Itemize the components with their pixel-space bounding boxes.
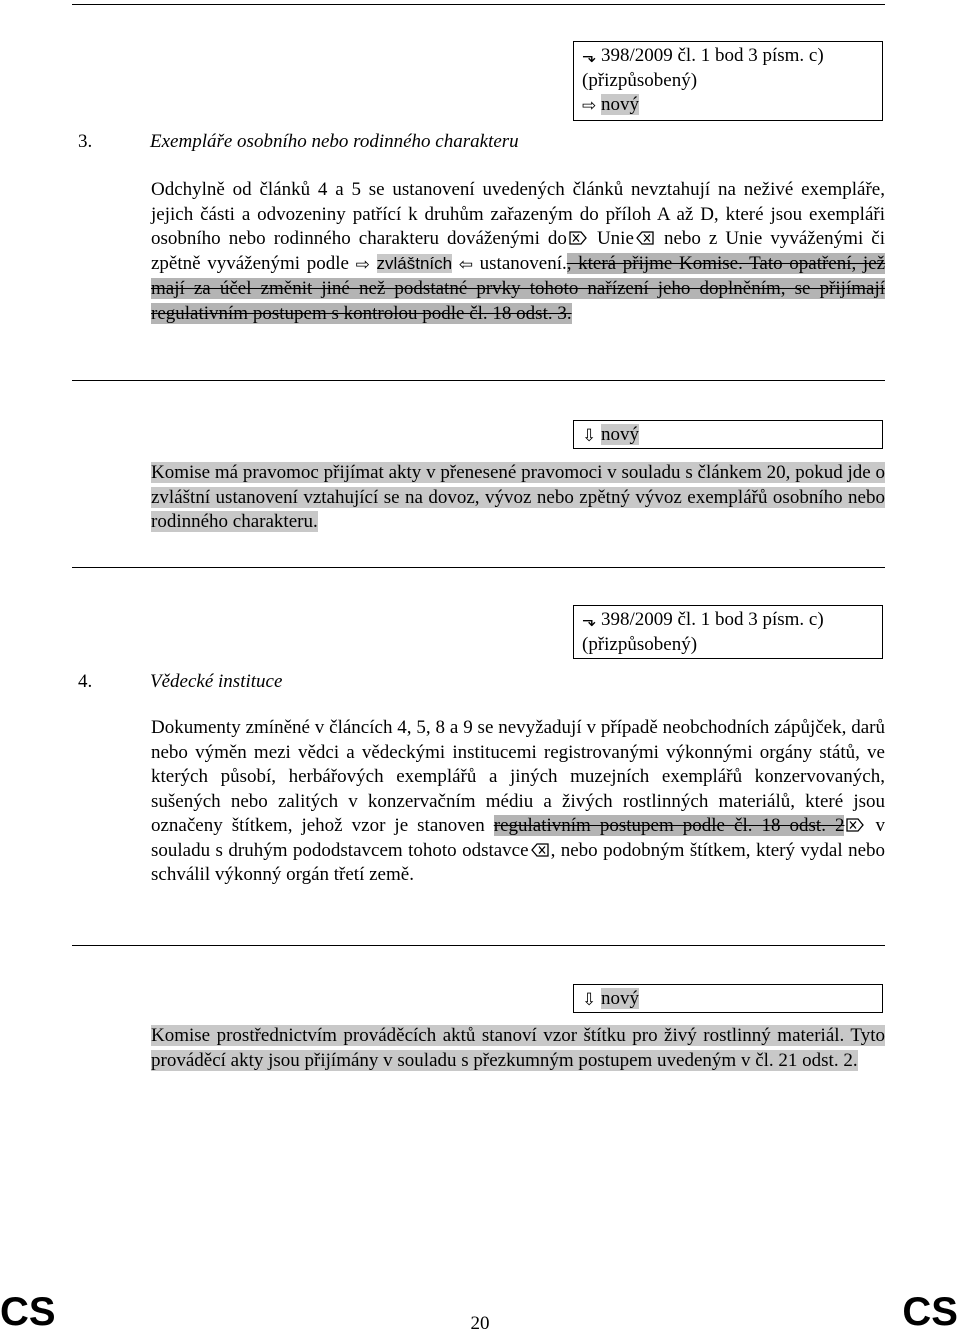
reference-line (582, 608, 882, 633)
status-adapted: (přizpůsobený) (582, 70, 698, 91)
section-rule (72, 945, 885, 946)
page-number: 20 (470, 1313, 490, 1334)
paragraph-delegated-acts: Komise má pravomoc přijímat akty v přenesené pravomoci v souladu s článkem 20, pokud jde o zvláštní ustanovení vztahující se na dovoz, vývoz nebo zpětný vývoz exemplářů osobního nebo rodinného charakteru. (151, 462, 885, 532)
status-new: nový (601, 94, 639, 115)
inserted-text: v souladu s druhým pododstavcem tohoto odstavce (151, 815, 886, 861)
insertion-start-icon (569, 231, 587, 245)
insertion-end-icon (636, 231, 654, 245)
paragraph-implementing-acts: Komise prostřednictvím prováděcích aktů stanoví vzor štítku pro živý rostlinný materiál. Tyto prováděcí akty jsou přijímány v souladu s přezkumným postupem uvedeným v čl. 21 odst. 2. (151, 1025, 885, 1071)
section-title: Exempláře osobního nebo rodinného charakteru (150, 131, 519, 152)
deleted-text: regulativním postupem podle čl. 18 odst. 2 (493, 815, 845, 836)
new-start-arrow-icon: ⇨ (355, 254, 370, 275)
section-title: Vědecké instituce (150, 671, 283, 692)
section-number: 3. (78, 131, 93, 152)
inserted-text: zvláštních (376, 253, 453, 273)
arrow-down-right-bold-icon: ⬎ (582, 47, 597, 67)
status-new-line (582, 987, 882, 1012)
amendment-reference-box-1 (573, 41, 883, 121)
amendment-reference-box-2 (573, 420, 883, 449)
paragraph-scientific-institutions: Dokumenty zmíněné v článcích 4, 5, 8 a 9 se nevyžadují v případě neobchodních zápůjček, darů nebo výměn mezi vědci a vědeckými institucemi registrovanými výkonnými orgány států, ve kterých působí, herbářových exemplářů a jiných muzejních exemplářů konzervovaných, sušených nebo zalitých v konzervačním médiu a živých rostlinných materiálů, které jsou označeny štítkem, jehož vzor je stanoven regulativním postupem podle čl. 18 odst. 2 v souladu s druhým pododstavcem tohoto odstavce , nebo podobným štítkem, který vydal nebo schválil výkonný orgán třetí země. (151, 717, 886, 885)
status-new: nový (601, 988, 639, 1009)
paragraph-exemption-personal: Odchylně od článků 4 a 5 se ustanovení uvedených článků nevztahují na neživé exempláře, jejich části a odvozeniny patřící k druhům zařazeným do příloh A až D, které jsou exempláři osobního nebo rodinného charakteru dováženými do Unie nebo z Unie vyváženými či zpětně vyváženými podle ⇨ zvláštních ⇦ ustanovení., která přijme Komise. Tato opatření, jež mají za účel změnit jiné než podstatné prvky tohoto nařízení jeho doplněním, se přijímají regulativním postupem s kontrolou podle čl. 18 odst. 3. (151, 179, 886, 324)
new-end-arrow-icon: ⇦ (458, 254, 473, 275)
footer-language-right: CS (902, 1290, 958, 1334)
insertion-end-icon (531, 843, 549, 857)
footer-language-left: CS (0, 1290, 56, 1334)
section-rule (72, 380, 885, 381)
status-new-line (582, 423, 882, 448)
status-new-line (582, 93, 882, 118)
deleted-text: , která přijme Komise. Tato opatření, jež mají za účel změnit jiné než podstatné prvky tohoto nařízení jeho doplněním, se přijímají regulativním postupem s kontrolou podle čl. 18 odst. 3. (151, 252, 886, 324)
section-rule (72, 567, 885, 568)
arrow-down-outline-icon: ⇩ (582, 426, 597, 446)
reference-line (582, 44, 882, 69)
status-new: nový (601, 424, 639, 445)
section-number: 4. (78, 671, 93, 692)
arrow-right-outline-icon: ⇨ (582, 96, 597, 116)
reference-label: 398/2009 čl. 1 bod 3 písm. c) (600, 609, 824, 630)
amendment-reference-box-4 (573, 984, 883, 1013)
arrow-down-outline-icon: ⇩ (582, 990, 597, 1010)
status-adapted: (přizpůsobený) (582, 634, 698, 655)
amendment-reference-box-3 (573, 605, 883, 659)
reference-label: 398/2009 čl. 1 bod 3 písm. c) (600, 45, 824, 66)
top-rule (72, 4, 885, 5)
insertion-start-icon (846, 818, 864, 832)
arrow-down-right-bold-icon: ⬎ (582, 611, 597, 631)
